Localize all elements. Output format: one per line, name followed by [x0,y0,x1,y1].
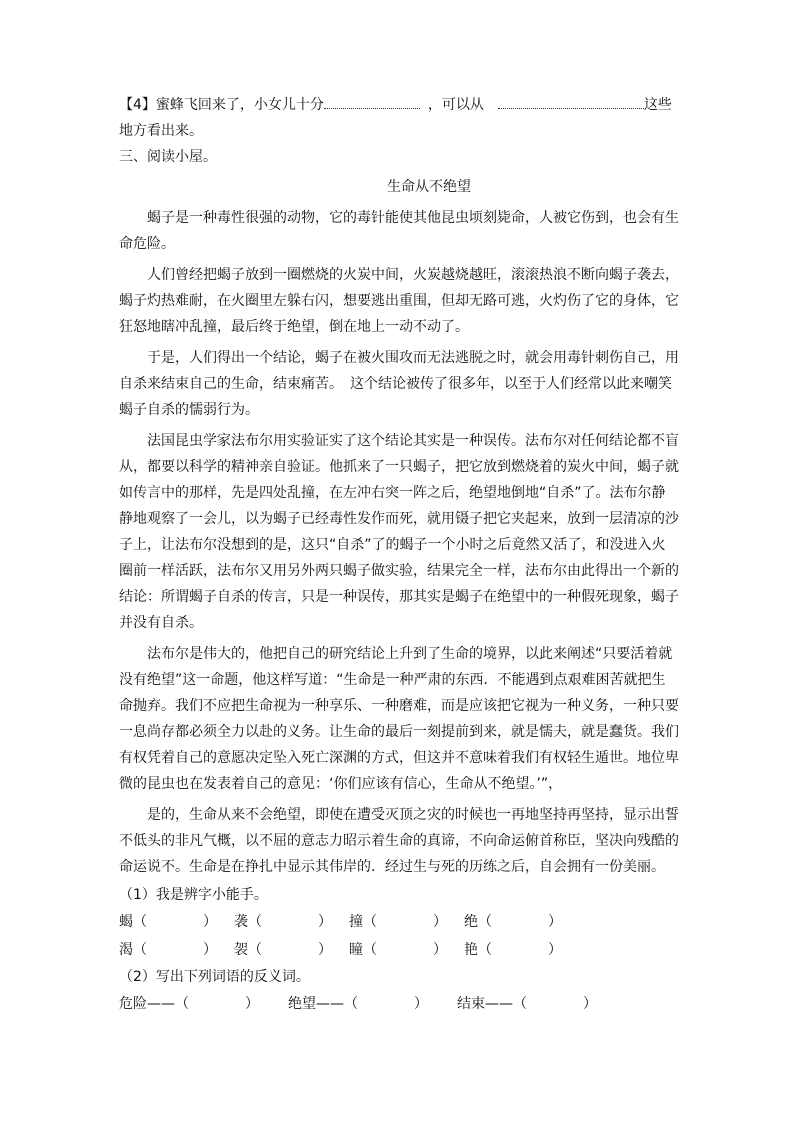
question-4-line1 [119,92,679,118]
article-title: 生命从不绝望 [387,179,471,195]
antonym-answer-field[interactable]: 结束——（ ） [457,996,597,1012]
paragraph-line: 命危险。 [119,236,175,252]
paragraph-line: 蝎子自杀的懦弱行为。 [119,402,259,418]
char-answer-field[interactable]: 绝（ ） [464,914,562,930]
antonym-answer-field[interactable]: 危险——（ ） [119,996,259,1012]
paragraph-line: 是的，生命从来不会绝望，即使在遭受灭顶之灾的时候也一再地坚持再坚持，显示出誓 [147,807,679,823]
paragraph-line: 蝎子是一种毒性很强的动物，它的毒针能使其他昆虫顷刻毙命，人被它伤到，也会有生 [147,210,679,226]
q1-row [119,936,679,964]
article-paragraph [119,262,679,340]
paragraph-line: 有权凭着自己的意愿决定坠入死亡深渊的方式，但这并不意味着我们有权轻生遁世。地位卑 [119,750,679,766]
paragraph-line: 于是，人们得出一个结论，蝎子在被火围攻而无法逃脱之时，就会用毒针刺伤自己，用 [147,350,679,366]
answer-blank[interactable] [498,94,644,109]
question-4-text: 【4】蜜蜂飞回来了，小女儿十分 [119,97,324,113]
document-page [119,92,679,1018]
paragraph-line: 并没有自杀。 [119,615,203,631]
paragraph-line: 没有绝望”这一命题，他这样写道：“生命是一种严肃的东西．不能遇到点艰难困苦就把生 [119,672,666,688]
paragraph-line: 微的昆虫也在发表着自己的意见：‘你们应该有信心，生命从不绝望。’”， [119,776,563,792]
article-paragraph [119,802,679,880]
article-paragraph [119,345,679,423]
article-paragraph [119,428,679,636]
paragraph-line: 从，都要以科学的精神亲自验证。他抓来了一只蝎子，把它放到燃烧着的炭火中间，蝎子就 [119,459,679,475]
q1-row [119,908,679,936]
paragraph-line: 静地观察了一会儿，以为蝎子已经毒性发作而死，就用镊子把它夹起来，放到一层清凉的沙 [119,511,679,527]
paragraph-line: 结论：所谓蝎子自杀的传言，只是一种误传，那其实是蝎子在绝望中的一种假死现象，蝎子 [119,589,679,605]
q2-label: （2）写出下列词语的反义词。 [119,969,310,985]
paragraph-line: 蝎子灼热难耐，在火圈里左躲右闪，想要逃出重围，但却无路可逃，火灼伤了它的身体，它 [119,293,679,309]
antonym-answer-field[interactable]: 绝望——（ ） [288,996,428,1012]
paragraph-line: 法国昆虫学家法布尔用实验证实了这个结论其实是一种误传。法布尔对任何结论都不盲 [147,433,679,449]
paragraph-line: 子上，让法布尔没想到的是，这只“自杀”了的蝎子一个小时之后竟然又活了，和没进入火 [119,537,666,553]
paragraph-line: 不低头的非凡气概，以不屈的意志力昭示着生命的真谛，不向命运俯首称臣，坚决向残酷的 [119,833,679,849]
char-answer-field[interactable]: 蝎（ ） [119,914,217,930]
question-4-text: 这些 [643,97,672,113]
q1-label: （1）我是辨字小能手。 [119,887,268,903]
char-answer-field[interactable]: 袭（ ） [234,914,332,930]
char-answer-field[interactable]: 艳（ ） [464,942,562,958]
answer-blank[interactable] [324,94,420,109]
char-answer-field[interactable]: 袈（ ） [234,942,332,958]
article-paragraph [119,205,679,257]
paragraph-line: 命运说不。生命是在挣扎中显示其伟岸的．经过生与死的历练之后，自会拥有一份美丽。 [119,859,665,875]
char-answer-field[interactable]: 瞳（ ） [349,942,447,958]
paragraph-line: 法布尔是伟大的，他把自己的研究结论上升到了生命的境界，以此来阐述“只要活着就 [147,646,673,662]
char-answer-field[interactable]: 撞（ ） [349,914,447,930]
paragraph-line: 圈前一样活跃，法布尔又用另外两只蝎子做实验，结果完全一样，法布尔由此得出一个新的 [119,563,679,579]
paragraph-line: 命抛弃。我们不应把生命视为一种享乐、一种磨难，而是应该把它视为一种义务，一种只要 [119,698,679,714]
q1-table [119,908,679,964]
article-paragraph [119,641,679,797]
paragraph-line: 人们曾经把蝎子放到一圈燃烧的火炭中间，火炭越烧越旺，滚滚热浪不断向蝎子袭去， [147,267,679,283]
section-heading: 三、阅读小屋。 [119,149,217,165]
article-body [119,205,679,880]
paragraph-line: 狂怒地瞎冲乱撞，最后终于绝望，倒在地上一动不动了。 [119,319,469,335]
char-answer-field[interactable]: 渴（ ） [119,942,217,958]
paragraph-line: 自杀来结束自己的生命，结束痛苦。 这个结论被传了很多年，以至于人们经常以此来嘲笑 [119,376,672,392]
q2-row [119,990,679,1018]
question-4-text: ，可以从 [427,97,484,113]
paragraph-line: 一息尚存都必须全力以赴的义务。让生命的最后一刻提前到来，就是懦夫，就是蠢货。我们 [119,724,679,740]
paragraph-line: 如传言中的那样，先是四处乱撞，在左冲右突一阵之后，绝望地倒地“自杀”了。法布尔静 [119,485,666,501]
question-4-line2: 地方看出来。 [119,123,203,139]
